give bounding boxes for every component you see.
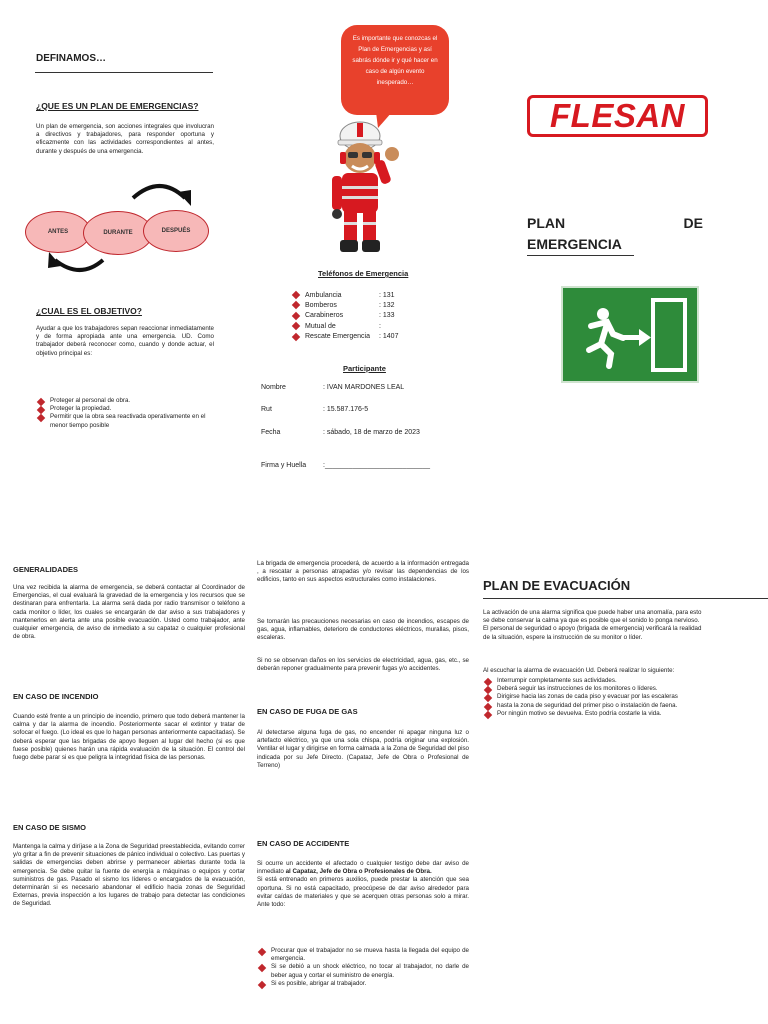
phones-title: Teléfonos de Emergencia — [318, 269, 409, 278]
generalidades-text: Una vez recibida la alarma de emergencia, se deberá contactar al Coordinador de Emergencias, el cual evaluará la gravedad de la emergencia y los recursos que se destinaran para enfrentarla. La alarma será dada por radio transmisor o teléfono a cada monitor o líder, los cuales se encargarán de dar aviso a sus trabajadores y mantenerlos en alerta ante una posible evacuación. Usted como trabajador, ante cualquier emergencia, de aviso de inmediato a su capataz o cualquier profesional de obra. — [13, 584, 245, 641]
worker-mascot-illustration — [328, 118, 408, 258]
sismo-text: Mantenga la calma y diríjase a la Zona de Seguridad preestablecida, evitando correr y/o gritar a fin de prevenir situaciones de pánico individual o colectivo. Las puertas y salidas de emergencias deben abrirse y permanecer abiertas durante toda la emergencia. Se debe quitar la fuente de energía a máquinas o equipos y cortar suministros de gas. Pasado el sismo los líderes o encargados de la evacuación, determinarán si es necesario abandonar el edificio hacia zonas de Seguridad Externas, previa inspección a los lugares de trabajo para detectar las condiciones de Seguridad. — [13, 843, 245, 908]
evacuacion-intro: Al escuchar la alarma de evacuación Ud. Deberá realizar lo siguiente: — [483, 667, 675, 674]
participant-value: : 15.587.176-5 — [323, 406, 369, 413]
phone-label: Carabineros — [305, 312, 344, 320]
q2-text: Ayudar a que los trabajadores sepan reaccionar inmediatamente y de forma apropiada ante una emergencia. UD. Como trabajador deberá reconocer como, cuando y donde actuar, el objetivo principal es: — [36, 325, 214, 357]
phone-label: Bomberos — [305, 302, 337, 310]
accidente-text-a: Si ocurre un accidente el afectado o cualquier testigo debe dar aviso de inmediato — [257, 860, 469, 876]
precauciones-text: Se tomarán las precauciones necesarias en caso de incendios, escapes de gas, agua, inflamables, deterioro de conductores eléctricos, murallas, pisos, escaleras. — [257, 618, 469, 642]
phone-row-mutual — [291, 321, 441, 331]
flesan-logo — [527, 95, 708, 137]
accidente-text — [257, 860, 469, 909]
evacuacion-item: Por ningún motivo se devuelva. Esto podría costarle la vida. — [483, 710, 723, 718]
participant-rut — [261, 406, 368, 413]
evacuacion-rule — [483, 598, 768, 599]
q1-text: Un plan de emergencia, son acciones integrales que involucran a directivos y trabajadores, para responder oportuna y eficazmente con las actividades correspondientes al antes, durante y después de una emergencia. — [36, 123, 214, 155]
accidente-title: EN CASO DE ACCIDENTE — [257, 839, 350, 848]
evacuacion-item: Interrumpir completamente sus actividades. — [483, 677, 723, 685]
participant-nombre — [261, 384, 404, 391]
servicios-text: Si no se observan daños en los servicios de electricidad, agua, gas, etc., se deberán reponer gradualmente para prevenir fugas y/o accidentes. — [257, 657, 469, 673]
participant-title: Participante — [343, 364, 386, 373]
phone-value: : 132 — [379, 302, 395, 310]
phone-row-bomberos — [291, 300, 441, 310]
exit-sign-icon — [561, 286, 699, 383]
gas-title: EN CASO DE FUGA DE GAS — [257, 707, 358, 716]
phone-label: Rescate Emergencia — [305, 333, 370, 341]
incendio-title: EN CASO DE INCENDIO — [13, 692, 99, 701]
objectives-list — [36, 397, 214, 430]
phone-label: Ambulancia — [305, 291, 342, 299]
incendio-text: Cuando esté frente a un principio de incendio, primero que todo deberá mantener la calma y dar la alarma de incendio. Posteriormente sacar el extintor y tratar de sofocar el fuego. (Lo ideal es que lo hagan personas anteriormente capacitadas). Se deberá esperar que las brigadas de apoyo lleguen al lugar del hecho (si es que fuese posible) quienes harán una rápida evaluación de la situación. El control del fuego debe parar si es que peligra la integridad física de las personas. — [13, 713, 245, 762]
participant-value: : IVAN MARDONES LEAL — [323, 384, 405, 391]
accidente-item: Si se debió a un shock eléctrico, no tocar al trabajador, no darle de beber agua y cortar el suministro de energía. — [257, 963, 469, 979]
q1-title: ¿QUE ES UN PLAN DE EMERGENCIAS? — [36, 101, 199, 111]
phone-value: : 1407 — [379, 333, 399, 341]
participant-key: Fecha — [261, 429, 281, 436]
plan-title-line2: EMERGENCIA — [527, 236, 622, 252]
phone-row-rescate — [291, 332, 441, 342]
participant-firma — [261, 462, 430, 469]
phone-row-carabineros — [291, 311, 441, 321]
phone-row-ambulancia — [291, 290, 441, 300]
evacuacion-item: hasta la zona de seguridad del primer piso o instalación de faena. — [483, 702, 723, 710]
generalidades-title: GENERALIDADES — [13, 565, 79, 574]
accidente-text-b: al Capataz, Jefe de Obra o Profesionales de Obra. — [285, 868, 432, 876]
participant-key: Rut — [261, 406, 272, 413]
phone-value: : 131 — [379, 291, 395, 299]
phone-value: : — [379, 322, 381, 330]
phone-label: Mutual de — [305, 322, 336, 330]
evacuacion-list — [483, 677, 723, 718]
participant-value: : sábado, 18 de marzo de 2023 — [323, 429, 420, 436]
evacuacion-text: La activación de una alarma significa que puede haber una anomalía, para esto se debe conservar la calma ya que es posible que el sonido lo ponga nervioso. El personal de seguridad o apoyo (brigada de emergencia) verificará la realidad de la situación, espere la instrucción de su monitor o líder. — [483, 609, 702, 641]
q2-title: ¿CUAL ES EL OBJETIVO? — [36, 306, 142, 316]
speech-bubble — [341, 25, 449, 115]
sismo-title: EN CASO DE SISMO — [13, 823, 86, 832]
participant-fecha — [261, 429, 420, 436]
evacuacion-title: PLAN DE EVACUACIÓN — [483, 578, 631, 593]
cycle-antes: ANTES — [25, 211, 91, 253]
cycle-diagram — [25, 176, 215, 281]
objective-item: Proteger al personal de obra. — [36, 397, 214, 405]
brigada-text: La brigada de emergencia procederá, de acuerdo a la información entregada , a rescatar a personas atrapadas y/o revisar las dependencias de los edificios, tanto en sus aspectos estructurales como instalaciones. — [257, 560, 469, 584]
participant-key: Firma y Huella — [261, 462, 307, 469]
participant-value: :___________________________ — [323, 462, 431, 469]
phone-value: : 133 — [379, 312, 395, 320]
phones-list — [291, 290, 441, 342]
speech-bubble-text: Es importante que conozcas el Plan de Emergencias y así sabrás dónde ir y qué hacer en caso de algún evento inesperado… — [352, 35, 438, 86]
evacuacion-item: Deberá seguir las instrucciones de los monitores o líderes. — [483, 685, 723, 693]
evacuacion-item: Dirigirse hacia las zonas de cada piso y evacuar por las escaleras — [483, 693, 723, 701]
flesan-logo-text: FLESAN — [550, 97, 685, 134]
cycle-despues: DESPUÉS — [143, 210, 209, 252]
plan-title-line1 — [527, 215, 703, 231]
plan-title-word-de: DE — [683, 215, 703, 231]
participant-key: Nombre — [261, 384, 286, 391]
definamos-heading: DEFINAMOS… — [36, 53, 106, 64]
exit-sign-graphic — [563, 288, 697, 381]
accidente-list — [257, 947, 469, 988]
definamos-rule — [35, 72, 213, 73]
cycle-durante: DURANTE — [83, 211, 153, 255]
accidente-text-c: Si está entrenado en primeros auxilios, puede prestar la atención que sea oportuna. Si no está capacitado, preocúpese de dar aviso alrededor para evitar caídas de materiales y que se acerquen otras personas solo a mirar. Ante todo: — [257, 876, 469, 909]
accidente-item: Si es posible, abrigar al trabajador. — [257, 980, 469, 988]
objective-item: Permitir que la obra sea reactivada operativamente en el menor tiempo posible — [36, 413, 214, 429]
plan-title-rule — [527, 255, 634, 256]
objective-item: Proteger la propiedad. — [36, 405, 214, 413]
plan-title-word-plan: PLAN — [527, 215, 566, 231]
accidente-item: Procurar que el trabajador no se mueva hasta la llegada del equipo de emergencia. — [257, 947, 469, 963]
gas-text: Al detectarse alguna fuga de gas, no encender ni apagar ninguna luz o artefacto eléctrico, ya que una sola chispa, podría originar una explosión. Ventilar el lugar y dirigirse en forma calmada a la Zona de Seguridad del piso indicada por su Jefe Directo. (Capataz, Jefe de Obra o Profesional de Terreno) — [257, 729, 469, 769]
